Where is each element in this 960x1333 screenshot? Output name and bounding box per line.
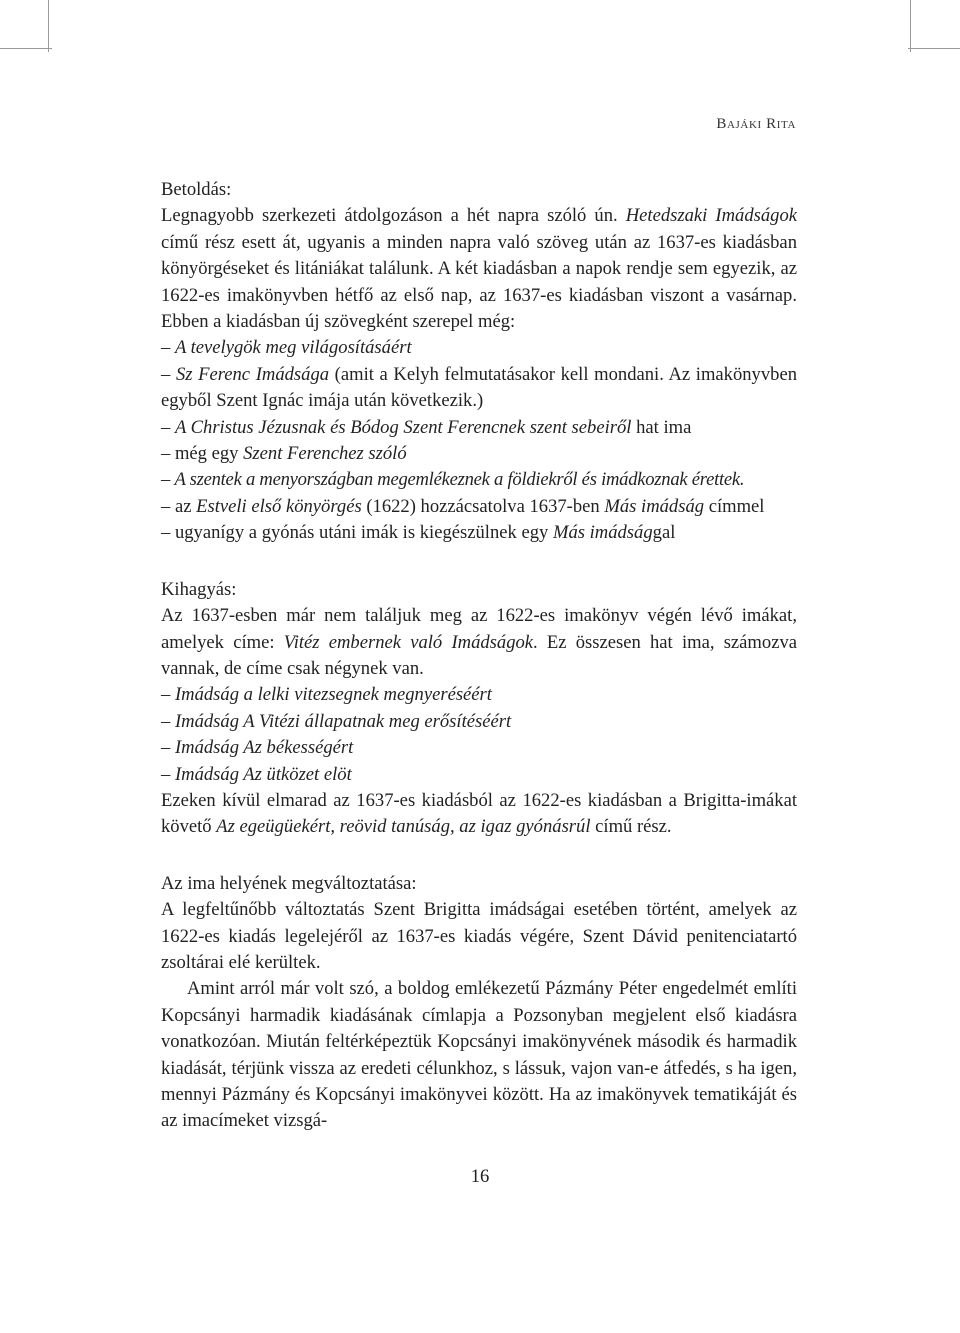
text-run: Ezeken kívül elmarad az 1637-es kiadásból az 1622-es kiadásban a Brigitta-imákat követő xyxy=(161,789,797,838)
list-dash: – xyxy=(161,469,175,491)
body-paragraph: Amint arról már volt szó, a boldog emlékezetű Pázmány Péter engedelmét említi Kopcsányi harmadik kiadásának címlapja a Pozsonyban megjelent első kiadásra vonatkozóan. Miután feltérképeztük Kopcsányi imakönyvének második és harmadik kiadását, térjünk vissza az eredeti célunkhoz, s lássuk, vajon van-e átfedés, s ha igen, mennyi Pázmány és Kopcsányi imakönyvei között. Ha az imakönyvek tematikáját és az imacímeket vizsgá- xyxy=(161,978,797,1132)
italic-title: Más imádság xyxy=(552,522,653,544)
list-dash: – xyxy=(161,710,175,732)
list-item xyxy=(161,467,797,493)
italic-title: Imádság Az békességért xyxy=(174,737,354,759)
list-dash: – xyxy=(161,684,175,706)
list-item xyxy=(161,415,797,441)
italic-title: Sz Ferenc Imádsága xyxy=(175,363,330,385)
page-number: 16 xyxy=(470,1166,490,1187)
italic-title: A Christus Jézusnak és Bódog Szent Ferencnek szent sebeiről xyxy=(174,416,632,438)
helyvaltozas-paragraph: A legfeltűnőbb változtatás Szent Brigitta imádságai esetében történt, amelyek az 1622-es kiadás legelejéről az 1637-es kiadás végére, Szent Dávid penitenciatartó zsoltárai elé kerültek. xyxy=(161,899,797,973)
section-gap xyxy=(161,841,797,871)
text-run: című rész esett át, ugyanis a minden napra való szöveg után az 1637-es kiadásban könyörgéseket és litániákat találunk. A két kiadásban a napok rendje sem egyezik, az 1622-es imakönyvben hétfő az első nap, az 1637-es kiadásban viszont a vasárnap. Ebben a kiadásban új szövegként szerepel még: xyxy=(161,231,797,333)
italic-title: Vitéz embernek való Imádságok xyxy=(283,631,534,653)
text-run: . Ez összesen hat ima, számozva vannak, de címe csak négynek van. xyxy=(161,631,797,679)
kihagyas-paragraph-2 xyxy=(161,788,797,841)
italic-title: Imádság a lelki vitezsegnek megnyeréséért xyxy=(174,684,492,706)
italic-title: A szentek a menyországban megemlékeznek a földiekről és imádkoznak érettek. xyxy=(174,469,745,491)
section-gap xyxy=(161,547,797,577)
list-item xyxy=(161,709,797,735)
italic-title: Estveli első könyörgés xyxy=(196,495,362,517)
crop-mark-top-right-h xyxy=(908,48,960,49)
list-dash: – xyxy=(161,522,175,544)
section-title-helyvaltozas: Az ima helyének megváltoztatása: xyxy=(161,872,417,894)
italic-title: A tevelygök meg világosításáért xyxy=(174,337,412,359)
text-run: gal xyxy=(652,522,676,544)
crop-mark-top-right-v xyxy=(910,0,911,52)
list-item xyxy=(161,441,797,467)
text-run: hat ima xyxy=(631,416,692,438)
list-dash: – xyxy=(161,737,175,759)
crop-mark-top-left-v xyxy=(48,0,49,52)
italic-title: Hetedszaki Imádságok xyxy=(625,205,798,227)
page-content xyxy=(161,177,797,1135)
section-title-betoldas: Betoldás: xyxy=(161,179,232,200)
list-dash: – xyxy=(161,363,176,385)
list-item xyxy=(161,762,797,788)
italic-title: Imádság A Vitézi állapatnak meg erősítéséért xyxy=(174,710,512,732)
crop-mark-top-left-h xyxy=(0,48,52,49)
text-run: című rész. xyxy=(590,816,672,838)
list-dash: – xyxy=(161,763,175,785)
italic-title: Imádság Az ütközet elöt xyxy=(174,763,352,785)
text-run: Az 1637-esben már nem találjuk meg az 1622-es imakönyv végén lévő imákat, amelyek címe: xyxy=(161,605,797,653)
text-run: Legnagyobb szerkezeti átdolgozáson a hét napra szóló ún. xyxy=(161,205,626,227)
list-dash: – xyxy=(161,337,175,359)
text-run: ugyanígy a gyónás utáni imák is kiegészülnek egy xyxy=(174,522,553,544)
italic-title: Az egeügüekért, reövid tanúság, az igaz gyónásrúl xyxy=(216,816,591,838)
list-item xyxy=(161,735,797,761)
italic-title: Szent Ferenchez szóló xyxy=(243,443,407,465)
list-dash: – xyxy=(161,495,175,517)
running-head xyxy=(716,116,796,133)
text-run: (1622) hozzácsatolva 1637-ben xyxy=(361,495,605,517)
section-title-kihagyas: Kihagyás: xyxy=(161,578,237,600)
running-head-text: Bajáki Rita xyxy=(716,116,796,132)
list-item xyxy=(161,682,797,708)
list-dash: – xyxy=(161,443,175,465)
text-run: (amit a Kelyh felmutatásakor kell mondani. Az imakönyvben egyből Szent Ignác imája után következik.) xyxy=(161,363,797,412)
list-item xyxy=(161,494,797,520)
list-item xyxy=(161,335,797,361)
text-run: még egy xyxy=(174,443,244,465)
kihagyas-paragraph xyxy=(161,603,797,682)
list-dash: – xyxy=(161,416,175,438)
text-run: címmel xyxy=(704,495,765,517)
betoldas-paragraph xyxy=(161,203,797,335)
list-item xyxy=(161,520,797,546)
text-run: az xyxy=(174,495,197,517)
list-item xyxy=(161,362,797,415)
italic-title: Más imádság xyxy=(604,495,705,517)
